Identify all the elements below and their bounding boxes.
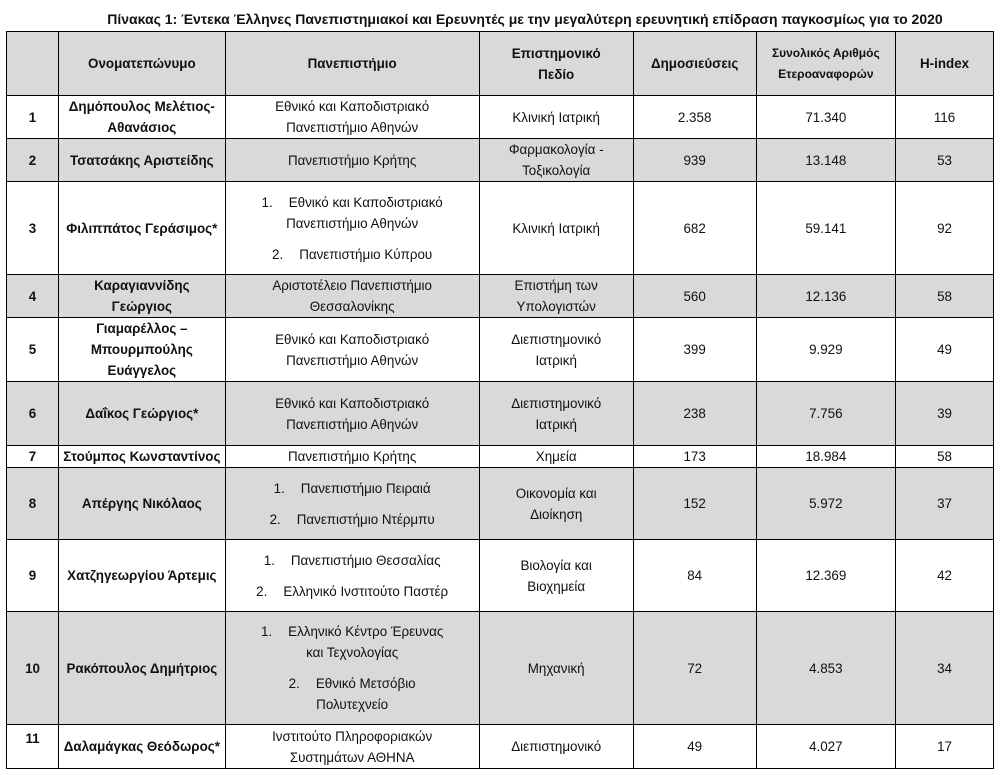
researcher-name: Τσατσάκης Αριστείδης [59,139,226,182]
scientific-field: Μηχανική [479,612,633,725]
scientific-field: Επιστήμη των Υπολογιστών [479,275,633,318]
scientific-field: Διεπιστημονικό Ιατρική [479,318,633,382]
citations-count: 12.369 [756,540,896,612]
header-publications: Δημοσιεύσεις [633,32,756,96]
header-row [7,32,994,96]
citations-count: 59.141 [756,182,896,275]
university-cell: Ινστιτούτο Πληροφοριακών Συστημάτων ΑΘΗΝΑ [225,725,479,769]
university-cell: 1. Πανεπιστήμιο Πειραιά 2. Πανεπιστήμιο Ντέρμπυ [225,468,479,540]
university-cell: 1. Εθνικό και Καποδιστριακό Πανεπιστήμιο Αθηνών 2. Πανεπιστήμιο Κύπρου [225,182,479,275]
h-index-value: 37 [896,468,994,540]
table-row [7,182,994,275]
h-index-value: 42 [896,540,994,612]
scientific-field: Διεπιστημονικό Ιατρική [479,382,633,446]
row-number: 10 [7,612,59,725]
publications-count: 682 [633,182,756,275]
publications-count: 84 [633,540,756,612]
university-cell: Εθνικό και Καποδιστριακό Πανεπιστήμιο Αθηνών [225,318,479,382]
row-number: 11 [7,725,59,769]
h-index-value: 92 [896,182,994,275]
researcher-name: Δαΐκος Γεώργιος* [59,382,226,446]
citations-count: 12.136 [756,275,896,318]
row-number: 8 [7,468,59,540]
researchers-table [6,31,994,769]
researcher-name: Φιλιππάτος Γεράσιμος* [59,182,226,275]
row-number: 2 [7,139,59,182]
header-citations: Συνολικός Αριθμός Ετεροαναφορών [756,32,896,96]
university-cell: 1. Πανεπιστήμιο Θεσσαλίας 2. Ελληνικό Ινστιτούτο Παστέρ [225,540,479,612]
researcher-name: Στούμπος Κωνσταντίνος [59,446,226,468]
header-index [7,32,59,96]
scientific-field: Κλινική Ιατρική [479,96,633,139]
row-number: 7 [7,446,59,468]
h-index-value: 17 [896,725,994,769]
publications-count: 560 [633,275,756,318]
table-row [7,139,994,182]
researcher-name: Χατζηγεωργίου Άρτεμις [59,540,226,612]
publications-count: 49 [633,725,756,769]
table-caption: Πίνακας 1: Έντεκα Έλληνες Πανεπιστημιακοί και Ερευνητές με την μεγαλύτερη ερευνητική επίδραση παγκοσμίως για το 2020 [107,11,943,27]
scientific-field: Βιολογία και Βιοχημεία [479,540,633,612]
publications-count: 939 [633,139,756,182]
row-number: 9 [7,540,59,612]
researcher-name: Καραγιαννίδης Γεώργιος [59,275,226,318]
h-index-value: 116 [896,96,994,139]
citations-count: 13.148 [756,139,896,182]
row-number: 4 [7,275,59,318]
h-index-value: 53 [896,139,994,182]
h-index-value: 34 [896,612,994,725]
researcher-name: Δαλαμάγκας Θεόδωρος* [59,725,226,769]
header-field: Επιστημονικό Πεδίο [479,32,633,96]
publications-count: 152 [633,468,756,540]
citations-count: 4.853 [756,612,896,725]
h-index-value: 49 [896,318,994,382]
university-cell: Εθνικό και Καποδιστριακό Πανεπιστήμιο Αθηνών [225,96,479,139]
header-hindex: H-index [896,32,994,96]
publications-count: 72 [633,612,756,725]
table-row [7,318,994,382]
researcher-name: Ρακόπουλος Δημήτριος [59,612,226,725]
scientific-field: Οικονομία και Διοίκηση [479,468,633,540]
scientific-field: Φαρμακολογία - Τοξικολογία [479,139,633,182]
h-index-value: 39 [896,382,994,446]
citations-count: 18.984 [756,446,896,468]
university-cell: Πανεπιστήμιο Κρήτης [225,446,479,468]
university-cell: Αριστοτέλειο Πανεπιστήμιο Θεσσαλονίκης [225,275,479,318]
publications-count: 238 [633,382,756,446]
university-cell: 1. Ελληνικό Κέντρο Έρευνας και Τεχνολογίας 2. Εθνικό Μετσόβιο Πολυτεχνείο [225,612,479,725]
publications-count: 399 [633,318,756,382]
table-row [7,275,994,318]
citations-count: 9.929 [756,318,896,382]
h-index-value: 58 [896,275,994,318]
table-row [7,468,994,540]
researcher-name: Δημόπουλος Μελέτιος- Αθανάσιος [59,96,226,139]
table-row [7,612,994,725]
header-name: Ονοματεπώνυμο [59,32,226,96]
citations-count: 71.340 [756,96,896,139]
publications-count: 173 [633,446,756,468]
table-row [7,725,994,769]
header-university: Πανεπιστήμιο [225,32,479,96]
citations-count: 5.972 [756,468,896,540]
row-number: 5 [7,318,59,382]
h-index-value: 58 [896,446,994,468]
table-row [7,382,994,446]
university-cell: Εθνικό και Καποδιστριακό Πανεπιστήμιο Αθηνών [225,382,479,446]
row-number: 3 [7,182,59,275]
publications-count: 2.358 [633,96,756,139]
scientific-field: Διεπιστημονικό [479,725,633,769]
row-number: 1 [7,96,59,139]
table-row [7,540,994,612]
table-row [7,446,994,468]
researcher-name: Γιαμαρέλλος – Μπουρμπούλης Ευάγγελος [59,318,226,382]
scientific-field: Χημεία [479,446,633,468]
university-cell: Πανεπιστήμιο Κρήτης [225,139,479,182]
scientific-field: Κλινική Ιατρική [479,182,633,275]
citations-count: 4.027 [756,725,896,769]
row-number: 6 [7,382,59,446]
citations-count: 7.756 [756,382,896,446]
table-row [7,96,994,139]
researcher-name: Απέργης Νικόλαος [59,468,226,540]
